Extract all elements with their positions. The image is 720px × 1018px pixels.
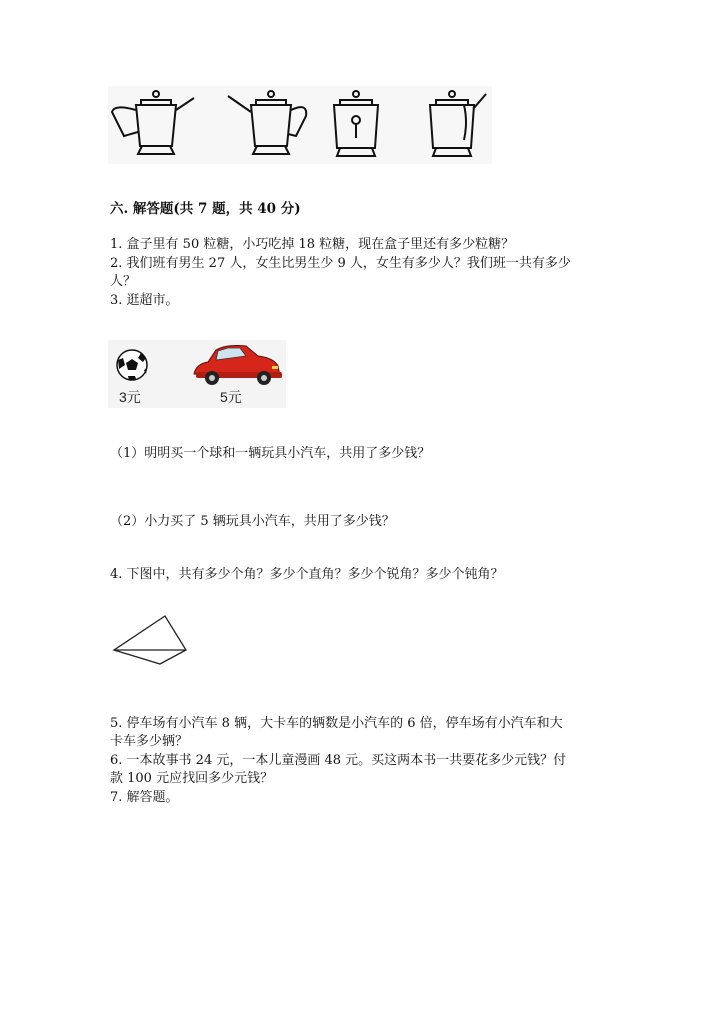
teapot-2 bbox=[228, 91, 306, 154]
question-6-line-2: 款 100 元应找回多少元钱？ bbox=[110, 771, 274, 786]
teapot-4 bbox=[430, 91, 486, 156]
quadrilateral-with-diagonal bbox=[110, 610, 192, 670]
question-3: 3. 逛超市。 bbox=[110, 293, 179, 308]
supermarket-items bbox=[108, 340, 286, 408]
question-1: 1. 盒子里有 50 粒糖，小巧吃掉 18 粒糖，现在盒子里还有多少粒糖？ bbox=[110, 237, 515, 252]
question-4: 4. 下图中，共有多少个角？多少个直角？多少个锐角？多少个钝角？ bbox=[110, 567, 504, 582]
ball-price: 3元 bbox=[119, 389, 141, 405]
question-5-line-1: 5. 停车场有小汽车 8 辆，大卡车的辆数是小汽车的 6 倍，停车场有小汽车和大 bbox=[110, 716, 563, 731]
car-price: 5元 bbox=[220, 389, 242, 405]
soccer-ball-icon bbox=[117, 350, 147, 380]
teapot-figures bbox=[108, 86, 492, 164]
question-3-part-1: （1）明明买一个球和一辆玩具小汽车，共用了多少钱？ bbox=[110, 446, 431, 461]
question-6-line-1: 6. 一本故事书 24 元，一本儿童漫画 48 元。买这两本书一共要花多少元钱？付 bbox=[110, 753, 567, 768]
question-5-line-2: 卡车多少辆？ bbox=[110, 734, 189, 749]
question-7: 7. 解答题。 bbox=[110, 790, 179, 805]
question-3-part-2: （2）小力买了 5 辆玩具小汽车，共用了多少钱？ bbox=[110, 514, 395, 529]
toy-car-icon bbox=[194, 346, 282, 386]
question-2-line-2: 人？ bbox=[110, 274, 137, 289]
angle-figure bbox=[110, 610, 192, 670]
teapot-image-strip bbox=[108, 86, 492, 164]
teapot-1 bbox=[112, 91, 194, 154]
question-2-line-1: 2. 我们班有男生 27 人，女生比男生少 9 人，女生有多少人？我们班一共有多少 bbox=[110, 256, 571, 271]
section-heading: 六. 解答题(共 7 题，共 40 分) bbox=[110, 201, 301, 217]
teapot-3 bbox=[334, 91, 378, 156]
